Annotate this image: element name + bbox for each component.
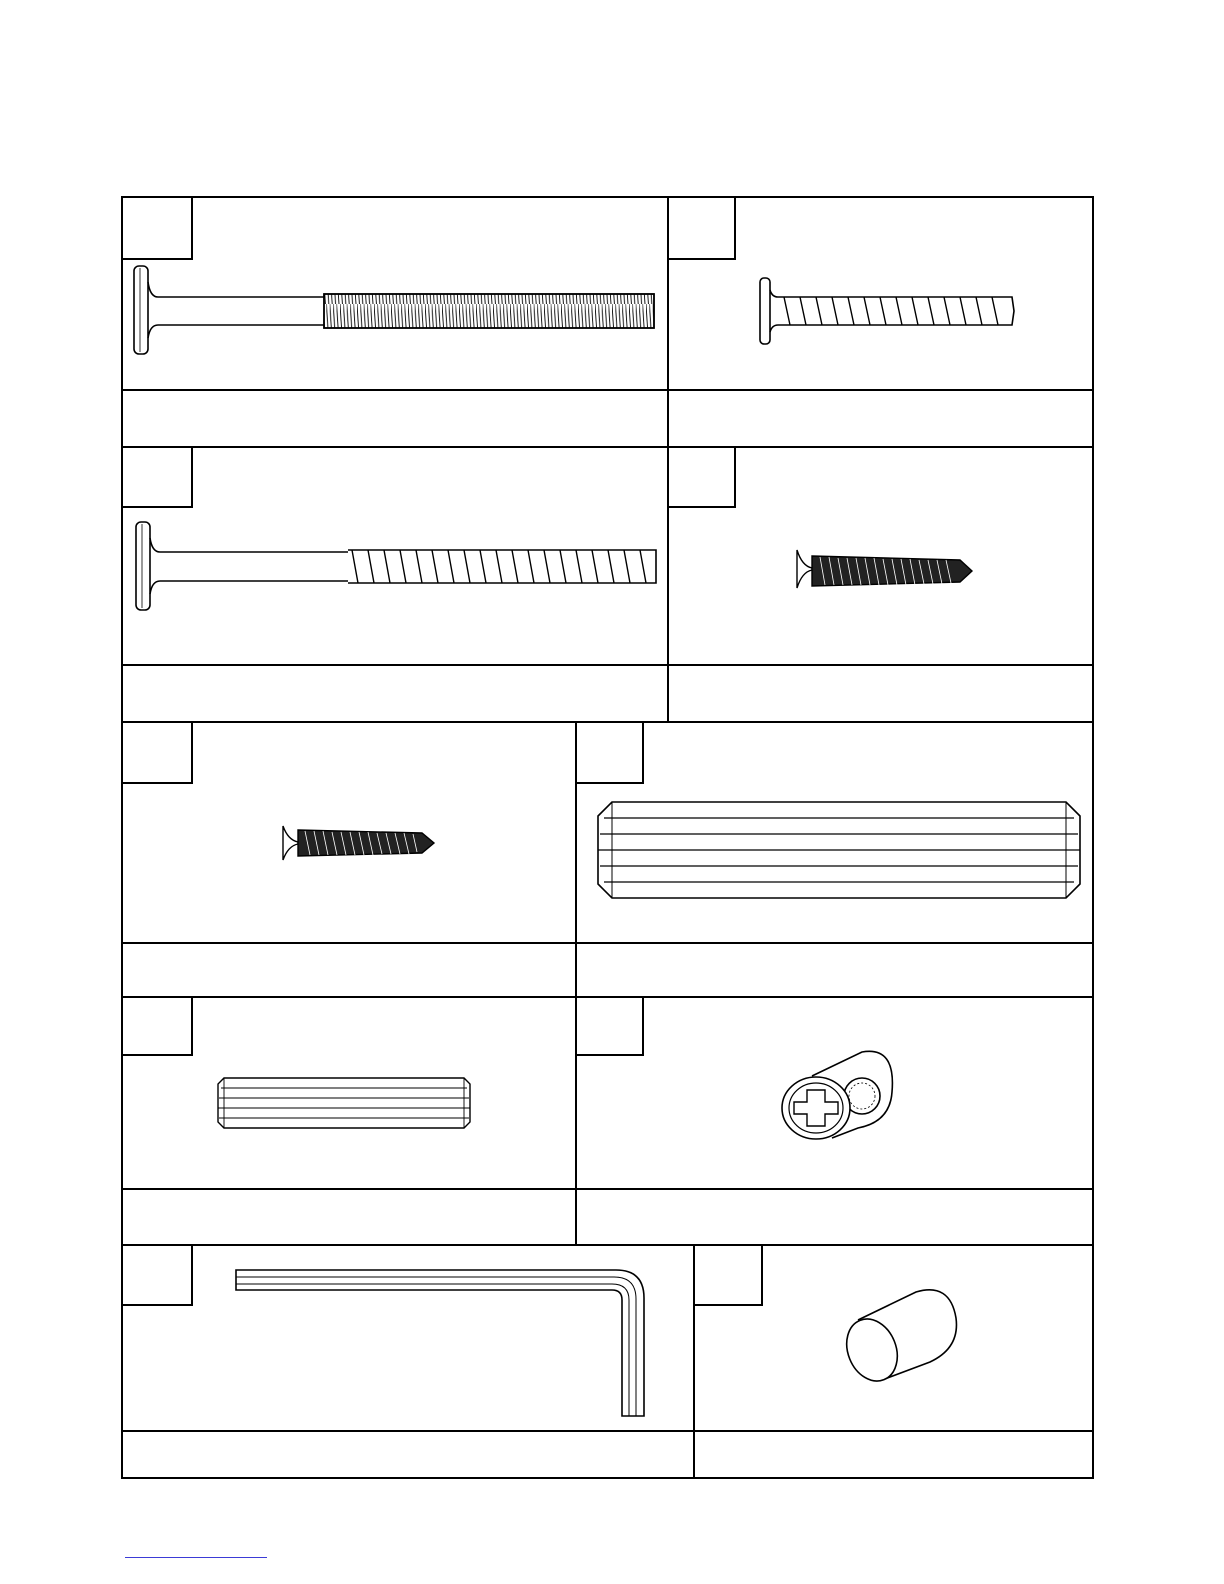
part-description-row <box>668 390 1093 447</box>
part-description-row <box>122 1189 576 1245</box>
part-letter-box <box>576 722 643 783</box>
part-cell-wood-screw <box>668 447 1093 722</box>
part-letter-box <box>122 197 192 259</box>
wood-screw-icon <box>797 550 972 588</box>
part-description-row <box>576 1189 1093 1245</box>
part-letter-box <box>122 447 192 507</box>
cam-nut-icon <box>782 1051 892 1139</box>
part-letter-box <box>576 997 643 1055</box>
part-cell-cap-plug <box>694 1245 1093 1478</box>
part-description-row <box>694 1431 1093 1478</box>
large-dowel-icon <box>598 802 1080 898</box>
short-bolt-icon <box>760 278 1014 344</box>
part-description-row <box>668 665 1093 722</box>
part-cell-allen-key <box>122 1245 694 1478</box>
part-cell-cam-nut <box>576 997 1093 1245</box>
part-description-row <box>576 943 1093 997</box>
part-description-row <box>122 1431 694 1478</box>
part-description-row <box>122 943 576 997</box>
part-cell-long-bolt-fine-thread <box>122 197 668 447</box>
part-letter-box <box>122 1245 192 1305</box>
small-dowel-icon <box>218 1078 470 1128</box>
part-letter-box <box>122 722 192 783</box>
cap-plug-icon <box>838 1290 957 1389</box>
long-bolt-fine-thread-icon <box>134 266 654 354</box>
part-letter-box <box>668 197 735 259</box>
allen-key-icon <box>236 1270 644 1416</box>
wood-screw-small-icon <box>283 826 434 860</box>
part-letter-box <box>122 997 192 1055</box>
part-description-row <box>122 665 668 722</box>
part-cell-wood-screw-small <box>122 722 576 997</box>
part-cell-small-dowel <box>122 997 576 1245</box>
long-bolt-coarse-thread-icon <box>136 522 656 610</box>
part-cell-short-bolt <box>668 197 1093 447</box>
footer-rule <box>125 1557 267 1558</box>
part-cell-long-bolt-coarse-thread <box>122 447 668 722</box>
part-letter-box <box>694 1245 762 1305</box>
part-letter-box <box>668 447 735 507</box>
part-description-row <box>122 390 668 447</box>
part-cell-large-dowel <box>576 722 1093 997</box>
